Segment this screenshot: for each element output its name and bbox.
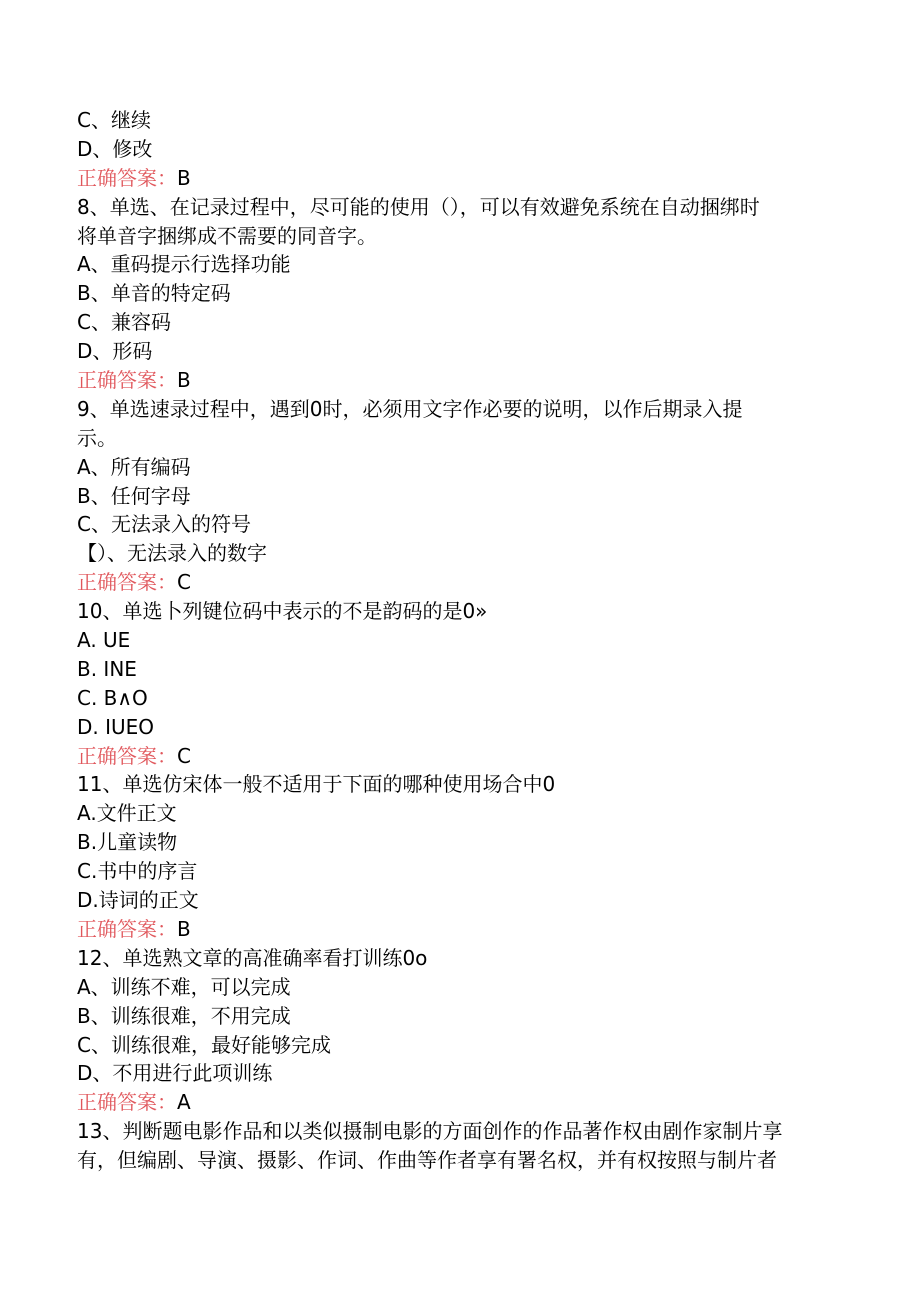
option-line: A、训练不难，可以完成 bbox=[77, 974, 291, 999]
question-line: 有，但编剧、导演、摄影、作词、作曲等作者享有署名权，并有权按照与制片者 bbox=[77, 1148, 777, 1173]
option-line: B、训练很难，不用完成 bbox=[77, 1003, 291, 1028]
option-line: D、不用进行此项训练 bbox=[77, 1061, 273, 1086]
option-line: A、所有编码 bbox=[77, 454, 191, 479]
answer-label: 正确答案： bbox=[77, 1090, 177, 1115]
option-line: A.文件正文 bbox=[77, 801, 177, 826]
option-line: D、形码 bbox=[77, 339, 153, 364]
answer-line bbox=[77, 1088, 837, 1117]
option-line: C.书中的序言 bbox=[77, 859, 198, 884]
answer-value: B bbox=[177, 916, 191, 941]
question-line: 11、单选仿宋体一般不适用于下面的哪种使用场合中0 bbox=[77, 772, 556, 797]
document-page bbox=[77, 106, 837, 1175]
answer-line bbox=[77, 915, 837, 944]
answer-line bbox=[77, 742, 837, 771]
question-line: 10、单选卜列键位码中表示的不是韵码的是0» bbox=[77, 599, 488, 624]
question-line: 将单音字捆绑成不需要的同音字。 bbox=[77, 223, 377, 248]
answer-line bbox=[77, 568, 837, 597]
answer-line bbox=[77, 366, 837, 395]
option-line: B.儿童读物 bbox=[77, 830, 178, 855]
answer-label: 正确答案： bbox=[77, 916, 177, 941]
option-line: A. UE bbox=[77, 628, 131, 653]
answer-label: 正确答案： bbox=[77, 570, 177, 595]
option-line: 【）、无法录入的数字 bbox=[77, 541, 267, 566]
option-line: B、任何字母 bbox=[77, 483, 191, 508]
answer-label: 正确答案： bbox=[77, 368, 177, 393]
answer-label: 正确答案： bbox=[77, 743, 177, 768]
question-line: 9、单选速录过程中，遇到0时，必须用文字作必要的说明，以作后期录入提 bbox=[77, 396, 743, 421]
option-line: C、无法录入的符号 bbox=[77, 512, 251, 537]
option-line: C. B∧O bbox=[77, 685, 148, 710]
answer-value: C bbox=[177, 743, 191, 768]
option-line: C、训练很难，最好能够完成 bbox=[77, 1032, 331, 1057]
answer-line bbox=[77, 164, 837, 193]
option-line: A、重码提示行选择功能 bbox=[77, 252, 291, 277]
answer-value: C bbox=[177, 570, 191, 595]
option-line: B. INE bbox=[77, 656, 137, 681]
option-line: D.诗词的正文 bbox=[77, 888, 199, 913]
answer-value: B bbox=[177, 165, 191, 190]
answer-value: A bbox=[177, 1090, 191, 1115]
option-line: D、修改 bbox=[77, 136, 153, 161]
question-line: 8、单选、在记录过程中，尽可能的使用（），可以有效避免系统在自动捆绑时 bbox=[77, 194, 760, 219]
option-line: C、继续 bbox=[77, 108, 151, 132]
question-line: 12、单选熟文章的高准确率看打训练0o bbox=[77, 945, 428, 970]
answer-value: B bbox=[177, 368, 191, 393]
option-line: D. IUEO bbox=[77, 714, 155, 739]
question-line: 示。 bbox=[77, 425, 117, 450]
question-line: 13、判断题电影作品和以类似摄制电影的方面创作的作品著作权由剧作家制片享 bbox=[77, 1119, 783, 1144]
option-line: B、单音的特定码 bbox=[77, 281, 231, 306]
answer-label: 正确答案： bbox=[77, 165, 177, 190]
option-line: C、兼容码 bbox=[77, 310, 171, 335]
